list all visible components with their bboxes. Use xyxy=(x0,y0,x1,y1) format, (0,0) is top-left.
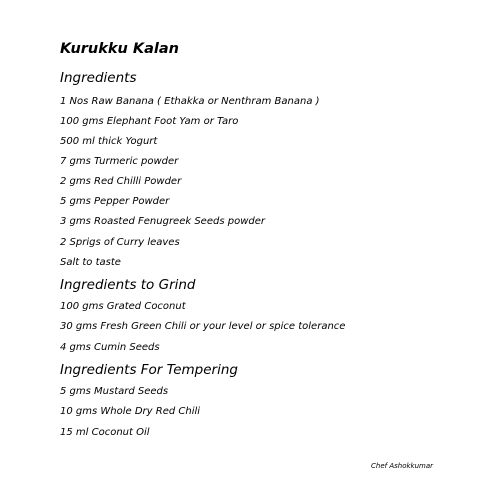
ingredient-item: Salt to taste xyxy=(60,257,121,268)
section-heading-ingredients: Ingredients xyxy=(60,70,137,86)
grind-item: 4 gms Cumin Seeds xyxy=(60,342,160,353)
ingredient-item: 1 Nos Raw Banana ( Ethakka or Nenthram Banana ) xyxy=(60,96,320,107)
ingredient-item: 2 gms Red Chilli Powder xyxy=(60,176,182,187)
tempering-item: 15 ml Coconut Oil xyxy=(60,427,150,438)
grind-item: 100 gms Grated Coconut xyxy=(60,301,186,312)
ingredient-item: 5 gms Pepper Powder xyxy=(60,196,170,207)
section-heading-grind: Ingredients to Grind xyxy=(60,277,196,293)
ingredient-item: 500 ml thick Yogurt xyxy=(60,136,158,147)
ingredient-item: 2 Sprigs of Curry leaves xyxy=(60,237,180,248)
grind-item: 30 gms Fresh Green Chili or your level or spice tolerance xyxy=(60,321,346,332)
tempering-item: 5 gms Mustard Seeds xyxy=(60,386,169,397)
recipe-title: Kurukku Kalan xyxy=(60,41,179,57)
ingredient-item: 100 gms Elephant Foot Yam or Taro xyxy=(60,116,239,127)
tempering-item: 10 gms Whole Dry Red Chili xyxy=(60,406,201,417)
ingredient-item: 7 gms Turmeric powder xyxy=(60,156,179,167)
chef-signature: Chef Ashokkumar xyxy=(371,462,434,470)
ingredient-item: 3 gms Roasted Fenugreek Seeds powder xyxy=(60,216,265,227)
section-heading-tempering: Ingredients For Tempering xyxy=(60,362,238,378)
